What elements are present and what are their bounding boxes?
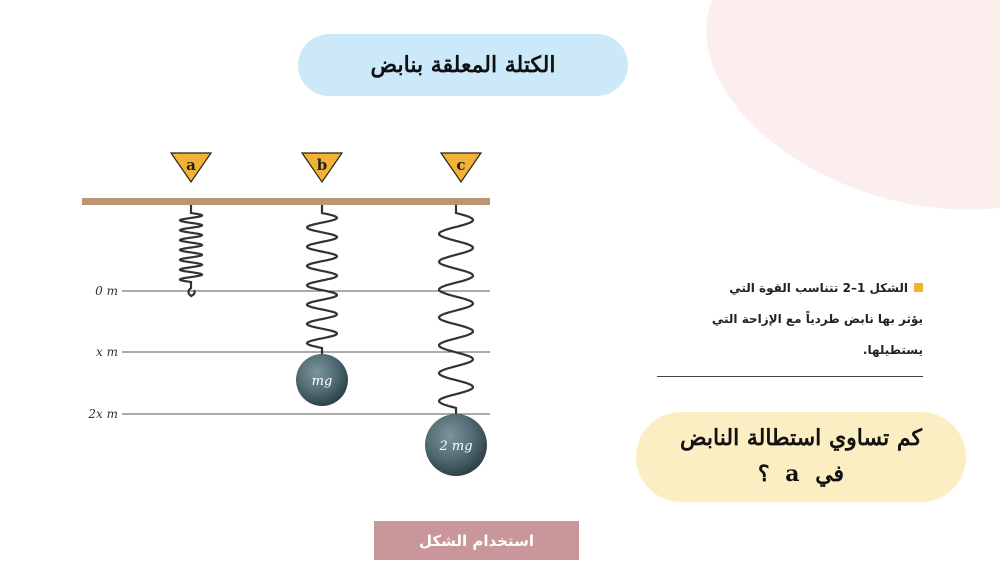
caption-line-2: يؤثر بها نابض طردياً مع الإزاحة التي (711, 312, 923, 326)
figure-caption (655, 273, 923, 366)
use-figure-button[interactable] (374, 521, 579, 560)
question-line-2 (636, 456, 966, 492)
caption-line-3: يستطيلها. (862, 343, 923, 357)
use-figure-button-label: استخدام الشكل (419, 531, 534, 550)
question-line-1: كم تساوي استطالة النابض (679, 425, 923, 451)
question-box (636, 412, 966, 502)
label-a-marker (171, 153, 211, 182)
label-b-marker (302, 153, 342, 182)
spring-b (307, 205, 337, 362)
label-c-marker (441, 153, 481, 182)
label-c: c (456, 156, 466, 174)
label-b: b (316, 156, 328, 174)
question-prefix: في (815, 461, 845, 487)
level-label-2x: 2x m (88, 407, 118, 421)
caption-divider (657, 376, 923, 377)
label-a: a (186, 156, 196, 174)
spring-c (439, 205, 473, 422)
level-label-0: 0 m (95, 284, 118, 298)
mass-b-label: mg (311, 374, 333, 389)
mass-c-label: 2 mg (439, 439, 473, 454)
level-label-x: x m (96, 345, 118, 359)
caption-marker-icon (914, 283, 923, 292)
caption-text-1: تتناسب القوة التي (729, 281, 839, 295)
page-title-text: الكتلة المعلقة بنابض (370, 52, 556, 78)
question-suffix: ؟ (757, 461, 770, 487)
caption-label: الشكل 1–2 (842, 281, 908, 295)
caption-line-1 (655, 273, 923, 304)
question-variable: a (785, 461, 800, 487)
ceiling-bar (82, 198, 490, 205)
spring-a (180, 205, 202, 296)
